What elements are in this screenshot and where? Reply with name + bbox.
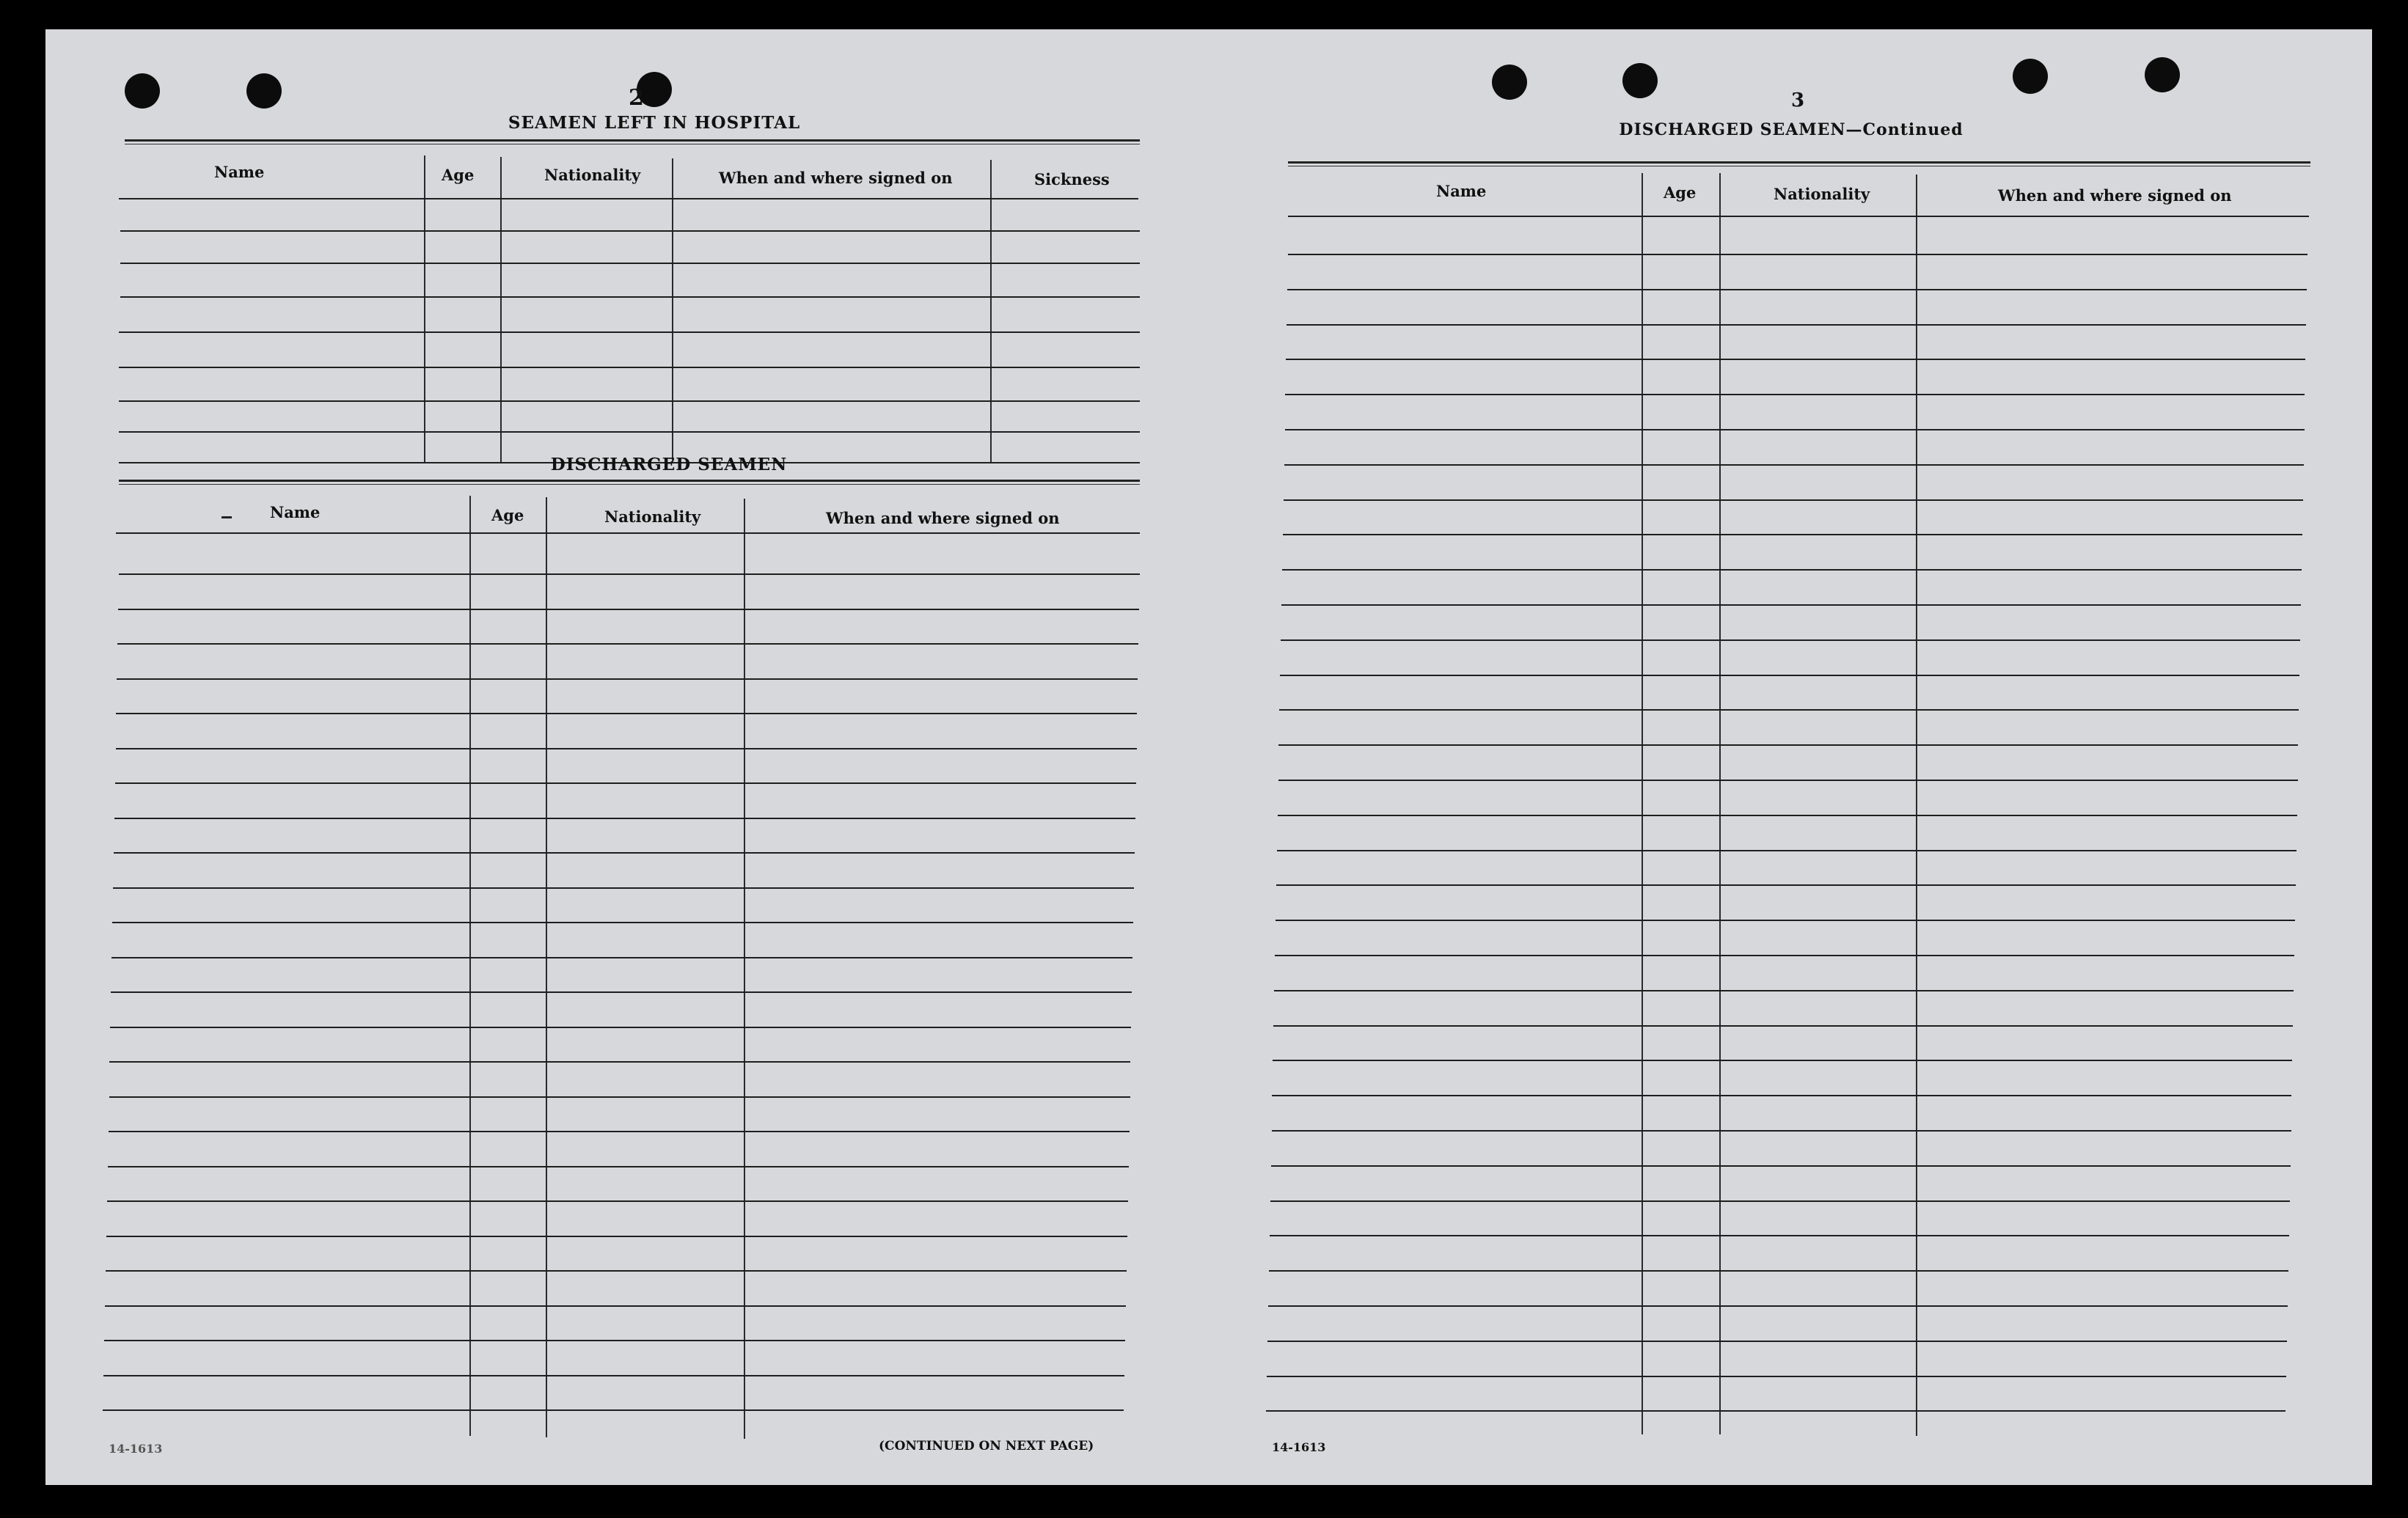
table-row-line bbox=[1282, 569, 2302, 571]
continued-header-rule bbox=[1288, 161, 2310, 166]
table-row-line bbox=[1268, 1305, 2288, 1307]
table-row-line bbox=[1272, 1130, 2291, 1132]
discharged-section-title: DISCHARGED SEAMEN bbox=[550, 455, 788, 474]
column-divider bbox=[424, 155, 425, 462]
table-row-line bbox=[1285, 429, 2305, 430]
column-divider bbox=[672, 158, 673, 462]
table-row-line bbox=[1267, 1341, 2287, 1342]
table-row-line bbox=[110, 1027, 1131, 1028]
hospital-header-rule bbox=[125, 139, 1140, 144]
table-row-line bbox=[116, 713, 1137, 714]
table-row-line bbox=[119, 431, 1140, 433]
column-header-sickness: Sickness bbox=[1034, 170, 1110, 188]
table-row-line bbox=[1281, 639, 2300, 641]
table-row-line bbox=[1277, 850, 2297, 851]
left-form-number: 14-1613 bbox=[109, 1442, 163, 1456]
table-row-line bbox=[1273, 1025, 2293, 1027]
punch-hole bbox=[125, 73, 160, 109]
discharged-continued-title: DISCHARGED SEAMEN—Continued bbox=[1619, 120, 1964, 139]
column-header-nationality: Nationality bbox=[604, 507, 701, 526]
table-row-line bbox=[120, 230, 1140, 232]
column-header-name: Name bbox=[1436, 182, 1487, 200]
hospital-section-title: SEAMEN LEFT IN HOSPITAL bbox=[508, 113, 801, 133]
table-row-line bbox=[1287, 324, 2306, 326]
table-row-line bbox=[106, 1236, 1127, 1237]
table-row-line bbox=[108, 1166, 1129, 1167]
table-row-line bbox=[1272, 1095, 2291, 1096]
column-header-nationality: Nationality bbox=[1774, 185, 1870, 203]
table-row-line bbox=[1284, 499, 2303, 501]
column-divider bbox=[500, 157, 502, 462]
column-header-age: Age bbox=[1664, 183, 1697, 202]
header-underline bbox=[1288, 216, 2309, 217]
table-row-line bbox=[1287, 289, 2307, 290]
table-row-line bbox=[1270, 1235, 2289, 1236]
column-header-name: Name bbox=[214, 163, 265, 181]
punch-hole bbox=[2013, 59, 2048, 94]
table-row-line bbox=[103, 1409, 1124, 1411]
table-row-line bbox=[1284, 464, 2304, 466]
column-divider bbox=[469, 496, 471, 1436]
discharged-header-rule bbox=[119, 480, 1140, 485]
table-row-line bbox=[114, 818, 1135, 819]
table-row-line bbox=[111, 957, 1132, 958]
table-row-line bbox=[1275, 955, 2294, 956]
column-divider bbox=[546, 497, 547, 1437]
column-divider bbox=[744, 499, 745, 1439]
table-row-line bbox=[1285, 394, 2305, 395]
table-row-line bbox=[1274, 990, 2294, 991]
table-row-line bbox=[119, 331, 1140, 333]
left-page-number: 2 bbox=[629, 85, 644, 111]
header-underline bbox=[119, 198, 1138, 199]
table-row-line bbox=[1283, 534, 2302, 535]
punch-hole bbox=[1622, 63, 1658, 98]
table-row-line bbox=[1288, 254, 2308, 255]
table-row-line bbox=[114, 852, 1135, 854]
table-row-line bbox=[1278, 744, 2298, 746]
table-row-line bbox=[119, 367, 1140, 368]
table-row-line bbox=[1273, 1060, 2292, 1061]
punch-hole bbox=[246, 73, 282, 109]
continued-note: (CONTINUED ON NEXT PAGE) bbox=[879, 1439, 1094, 1453]
punch-hole bbox=[2145, 57, 2180, 92]
table-row-line bbox=[1271, 1165, 2291, 1167]
column-divider bbox=[990, 160, 992, 463]
table-row-line bbox=[107, 1200, 1128, 1202]
stray-dash-mark bbox=[222, 516, 232, 518]
table-row-line bbox=[104, 1340, 1125, 1341]
table-row-line bbox=[1286, 359, 2305, 360]
table-row-line bbox=[106, 1270, 1127, 1272]
table-row-line bbox=[1280, 675, 2299, 676]
right-form-number: 14-1613 bbox=[1272, 1440, 1326, 1454]
column-divider bbox=[1642, 173, 1643, 1434]
table-row-line bbox=[105, 1305, 1126, 1307]
column-header-signed-on: When and where signed on bbox=[1998, 186, 2232, 205]
table-row-line bbox=[1269, 1270, 2288, 1272]
column-header-nationality: Nationality bbox=[544, 166, 641, 184]
table-row-line bbox=[119, 573, 1140, 575]
form-sheet bbox=[45, 29, 2372, 1485]
table-row-line bbox=[1276, 920, 2295, 921]
table-row-line bbox=[1281, 604, 2301, 606]
table-row-line bbox=[1278, 815, 2297, 816]
table-row-line bbox=[111, 991, 1132, 993]
column-header-signed-on: When and where signed on bbox=[719, 169, 953, 187]
column-header-age: Age bbox=[491, 506, 524, 524]
column-header-name: Name bbox=[270, 503, 321, 521]
table-row-line bbox=[113, 887, 1134, 889]
header-underline bbox=[116, 532, 1140, 534]
table-row-line bbox=[118, 609, 1139, 610]
table-row-line bbox=[112, 922, 1133, 923]
punch-hole bbox=[1492, 65, 1527, 100]
table-row-line bbox=[117, 678, 1138, 680]
table-row-line bbox=[1278, 780, 2298, 781]
column-divider bbox=[1719, 173, 1721, 1434]
table-row-line bbox=[117, 643, 1138, 645]
table-row-line bbox=[1270, 1200, 2290, 1202]
table-row-line bbox=[119, 400, 1140, 402]
table-row-line bbox=[116, 748, 1137, 749]
column-header-age: Age bbox=[442, 166, 475, 184]
table-row-line bbox=[120, 263, 1140, 264]
table-row-line bbox=[103, 1375, 1124, 1376]
table-row-line bbox=[115, 782, 1136, 784]
table-row-line bbox=[109, 1096, 1130, 1098]
table-row-line bbox=[109, 1131, 1130, 1132]
table-row-line bbox=[1276, 884, 2296, 886]
right-page-number: 3 bbox=[1791, 89, 1805, 111]
table-row-line bbox=[120, 296, 1140, 298]
column-divider bbox=[1916, 175, 1917, 1436]
table-row-line bbox=[1279, 709, 2299, 711]
table-row-line bbox=[1266, 1410, 2286, 1412]
table-row-line bbox=[109, 1061, 1130, 1063]
table-row-line bbox=[1267, 1376, 2286, 1377]
column-header-signed-on: When and where signed on bbox=[826, 509, 1060, 527]
